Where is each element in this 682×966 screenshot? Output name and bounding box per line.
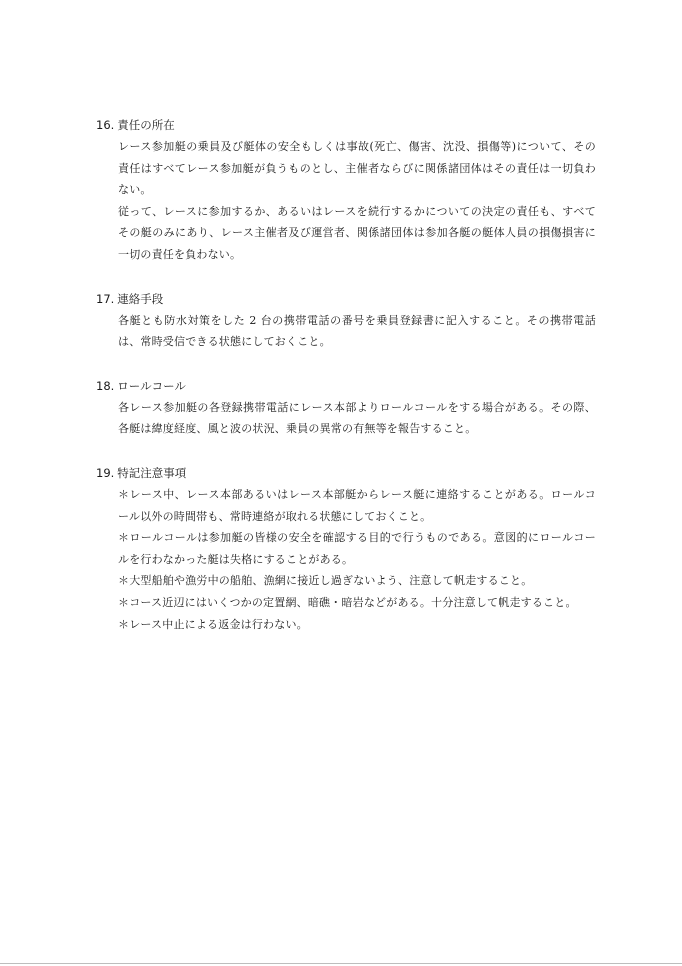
paragraph: 従って、レースに参加するか、あるいはレースを続行するかについての決定の責任も、すべてその艇のみにあり、レース主催者及び運営者、関係諸団体は参加各艇の艇体人員の損傷損害に一切の責任を負わない。 xyxy=(118,204,596,261)
note-item: ＊レース中、レース本部あるいはレース本部艇からレース艇に連絡することがある。ロールコール以外の時間帯も、常時連絡が取れる状態にしておくこと。 xyxy=(118,487,596,523)
section-number: 18. xyxy=(96,378,115,393)
document-body xyxy=(96,114,596,657)
section-number: 16. xyxy=(96,118,115,132)
section-roll-call xyxy=(96,375,596,440)
section-heading xyxy=(96,114,596,136)
paragraph: レース参加艇の乗員及び艇体の安全もしくは事故(死亡、傷害、沈没、損傷等)について、その責任はすべてレース参加艇が負うものとし、主催者ならびに関係諸団体はその責任は一切負わない。 xyxy=(118,140,596,197)
section-title: 責任の所在 xyxy=(117,118,175,132)
section-heading xyxy=(96,375,596,397)
note-item: ＊ロールコールは参加艇の皆様の安全を確認する目的で行うものである。意図的にロールコールを行わなかった艇は失格にすることがある。 xyxy=(118,531,596,566)
paragraph: 各レース参加艇の各登録携帯電話にレース本部よりロールコールをする場合がある。その際、各艇は緯度経度、風と波の状況、乗員の異常の有無等を報告すること。 xyxy=(118,400,596,436)
section-title: ロールコール xyxy=(117,378,186,393)
section-special-notes xyxy=(96,462,596,635)
section-contact-method xyxy=(96,288,596,353)
section-heading xyxy=(96,462,596,484)
note-item: ＊コース近辺にはいくつかの定置網、暗礁・暗岩などがある。十分注意して帆走すること。 xyxy=(118,595,577,609)
section-number: 19. xyxy=(96,465,115,480)
note-item: ＊大型船舶や漁労中の船舶、漁網に接近し過ぎないよう、注意して帆走すること。 xyxy=(118,574,533,588)
page-bottom-divider xyxy=(0,963,682,964)
section-body xyxy=(96,397,596,440)
section-responsibility xyxy=(96,114,596,266)
section-body xyxy=(96,484,596,635)
section-number: 17. xyxy=(96,291,115,306)
section-title: 特記注意事項 xyxy=(117,465,187,480)
paragraph: 各艇とも防水対策をした 2 台の携帯電話の番号を乗員登録書に記入すること。その携帯電話は、常時受信できる状態にしておくこと。 xyxy=(118,313,596,349)
section-body xyxy=(96,310,596,353)
section-title: 連絡手段 xyxy=(117,291,164,306)
section-body xyxy=(96,136,596,266)
section-heading xyxy=(96,288,596,310)
note-item: ＊レース中止による返金は行わない。 xyxy=(118,617,308,631)
